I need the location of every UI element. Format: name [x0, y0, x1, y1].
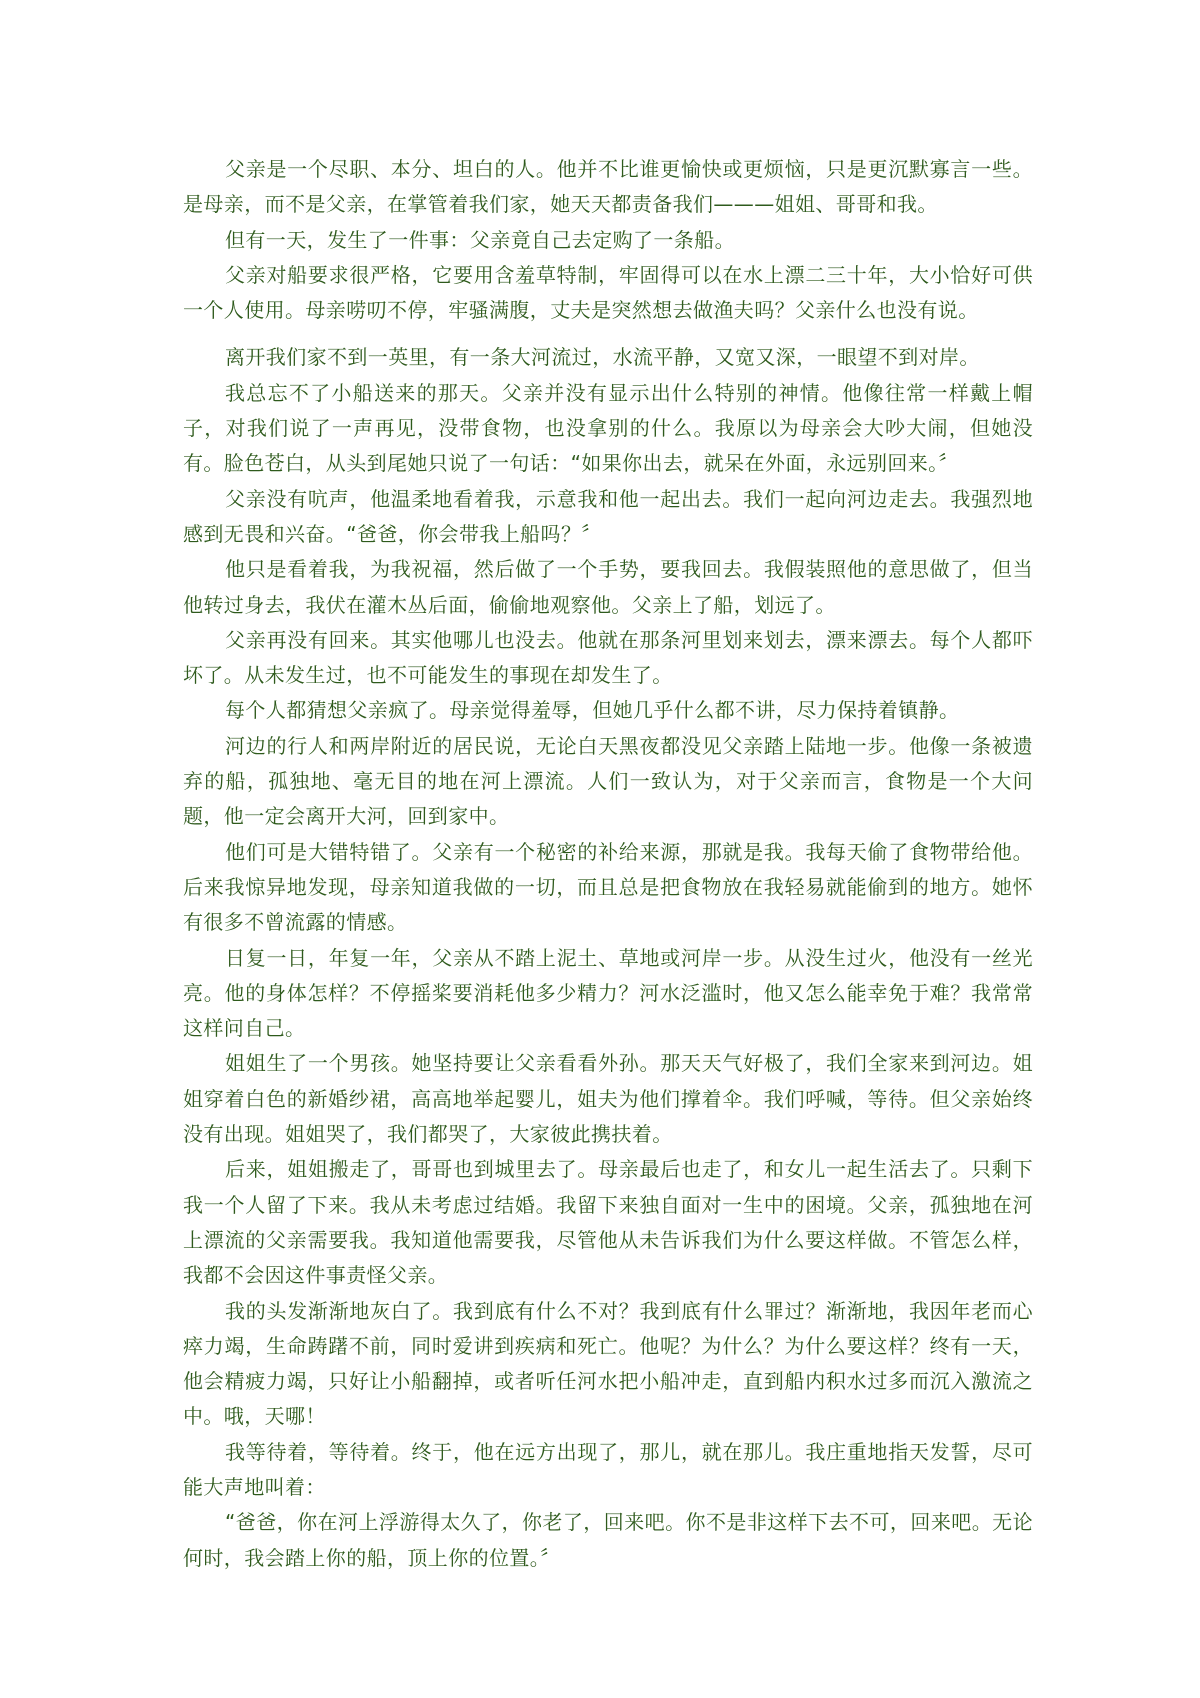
paragraph: 我的头发渐渐地灰白了。我到底有什么不对？我到底有什么罪过？渐渐地，我因年老而心瘁力竭，生命踌躇不前，同时爱讲到疾病和死亡。他呢？为什么？为什么要这样？终有一天，他会精疲力竭，只好让小船翻掉，或者听任河水把小船冲走，直到船内积水过多而沉入激流之中。哦，天哪！: [183, 1298, 1033, 1429]
paragraph: 他只是看着我，为我祝福，然后做了一个手势，要我回去。我假装照他的意思做了，但当他转过身去，我伏在灌木丛后面，偷偷地观察他。父亲上了船，划远了。: [183, 557, 1033, 617]
paragraph: 父亲没有吭声，他温柔地看着我，示意我和他一起出去。我们一起向河边走去。我强烈地感到无畏和兴奋。“爸爸，你会带我上船吗？〞: [183, 486, 1033, 546]
paragraph: 日复一日，年复一年，父亲从不踏上泥土、草地或河岸一步。从没生过火，他没有一丝光亮。他的身体怎样？不停摇桨要消耗他多少精力？河水泛滥时，他又怎么能幸免于难？我常常这样问自己。: [183, 945, 1033, 1041]
paragraph: 他们可是大错特错了。父亲有一个秘密的补给来源，那就是我。我每天偷了食物带给他。后来我惊异地发现，母亲知道我做的一切，而且总是把食物放在我轻易就能偷到的地方。她怀有很多不曾流露的情感。: [183, 839, 1033, 935]
story-text: [183, 152, 1033, 1576]
paragraph: 每个人都猜想父亲疯了。母亲觉得羞辱，但她几乎什么都不讲，尽力保持着镇静。: [225, 698, 960, 723]
paragraph: 父亲对船要求很严格，它要用含羞草特制，牢固得可以在水上漂二三十年，大小恰好可供一个人使用。母亲唠叨不停，牢骚满腹，丈夫是突然想去做渔夫吗？父亲什么也没有说。: [183, 262, 1033, 323]
paragraph: “爸爸，你在河上浮游得太久了，你老了，回来吧。你不是非这样下去不可，回来吧。无论何时，我会踏上你的船，顶上你的位置。〞: [183, 1510, 1033, 1570]
paragraph: 父亲是一个尽职、本分、坦白的人。他并不比谁更愉快或更烦恼，只是更沉默寡言一些。是母亲，而不是父亲，在掌管着我们家，她天天都责备我们———姐姐、哥哥和我。: [183, 157, 1033, 217]
paragraph: 姐姐生了一个男孩。她坚持要让父亲看看外孙。那天天气好极了，我们全家来到河边。姐姐穿着白色的新婚纱裙，高高地举起婴儿，姐夫为他们撑着伞。我们呼喊，等待。但父亲始终没有出现。姐姐哭了，我们都哭了，大家彼此携扶着。: [183, 1051, 1033, 1147]
paragraph: 我等待着，等待着。终于，他在远方出现了，那儿，就在那儿。我庄重地指天发誓，尽可能大声地叫着：: [183, 1439, 1033, 1499]
paragraph: 河边的行人和两岸附近的居民说，无论白天黑夜都没见父亲踏上陆地一步。他像一条被遗弃的船，孤独地、毫无目的地在河上漂流。人们一致认为，对于父亲而言，食物是一个大问题，他一定会离开大河，回到家中。: [183, 733, 1033, 829]
paragraph: 但有一天，发生了一件事：父亲竟自己去定购了一条船。: [225, 227, 735, 252]
paragraph: 父亲再没有回来。其实他哪儿也没去。他就在那条河里划来划去，漂来漂去。每个人都吓坏了。从未发生过，也不可能发生的事现在却发生了。: [183, 627, 1033, 688]
paragraph: 后来，姐姐搬走了，哥哥也到城里去了。母亲最后也走了，和女儿一起生活去了。只剩下我一个人留了下来。我从未考虑过结婚。我留下来独自面对一生中的困境。父亲，孤独地在河上漂流的父亲需要我。我知道他需要我，尽管他从未告诉我们为什么要这样做。不管怎么样，我都不会因这件事责怪父亲。: [183, 1157, 1033, 1288]
paragraph: 离开我们家不到一英里，有一条大河流过，水流平静，又宽又深，一眼望不到对岸。: [225, 345, 980, 370]
paragraph: 我总忘不了小船送来的那天。父亲并没有显示出什么特别的神情。他像往常一样戴上帽子，对我们说了一声再见，没带食物，也没拿别的什么。我原以为母亲会大吵大闹，但她没有。脸色苍白，从头到尾她只说了一句话：“如果你出去，就呆在外面，永远别回来。〞: [183, 380, 1033, 476]
